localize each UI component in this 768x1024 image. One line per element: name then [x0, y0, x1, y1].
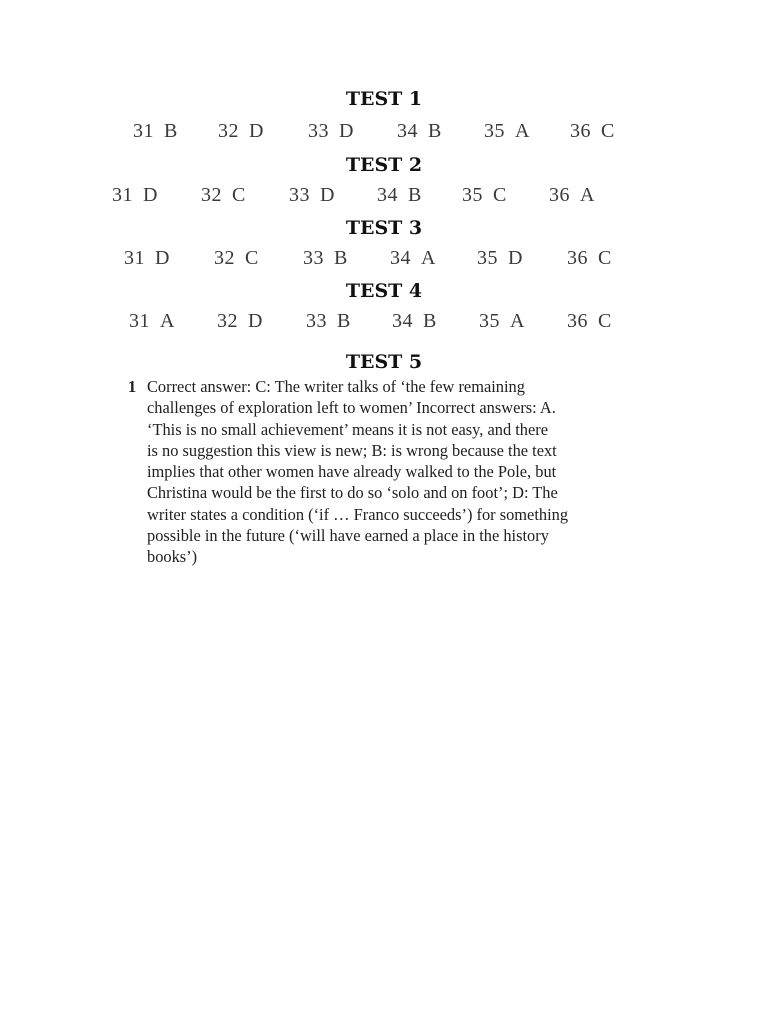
- answer-item: [570, 119, 615, 143]
- answer-letter: B: [408, 184, 422, 206]
- explanation-line: Christina would be the first to do so ‘solo and on foot’; D: The: [147, 483, 558, 503]
- answer-item: [289, 183, 335, 207]
- explanation-line: implies that other women have already walked to the Pole, but: [147, 462, 557, 482]
- explanation-line: books’): [147, 547, 198, 567]
- answer-item: [549, 183, 595, 207]
- answer-letter: A: [421, 247, 436, 269]
- answer-number: 31: [133, 120, 154, 142]
- answer-number: 36: [549, 184, 570, 206]
- answer-item: [567, 246, 612, 270]
- answer-item: [214, 246, 259, 270]
- answer-number: 33: [289, 184, 310, 206]
- test-5-explanation: [128, 376, 638, 568]
- answer-number: 34: [390, 247, 411, 269]
- answer-item: [308, 119, 354, 143]
- answer-letter: B: [164, 120, 178, 142]
- question-number: 1: [128, 377, 137, 396]
- answer-number: 34: [392, 310, 413, 332]
- answer-letter: B: [423, 310, 437, 332]
- answer-number: 32: [214, 247, 235, 269]
- answer-number: 32: [201, 184, 222, 206]
- answer-letter: A: [580, 184, 595, 206]
- answer-letter: C: [598, 310, 612, 332]
- test-3-heading: TEST 3: [345, 217, 423, 239]
- answer-number: 35: [477, 247, 498, 269]
- test-4-heading: TEST 4: [345, 280, 423, 302]
- answer-number: 36: [567, 310, 588, 332]
- answer-letter: A: [515, 120, 530, 142]
- answer-item: [484, 119, 530, 143]
- answer-letter: C: [245, 247, 259, 269]
- answer-letter: D: [320, 184, 335, 206]
- answer-letter: C: [598, 247, 612, 269]
- answer-item: [303, 246, 348, 270]
- answer-number: 32: [218, 120, 239, 142]
- answer-letter: C: [601, 120, 615, 142]
- answer-letter: C: [493, 184, 507, 206]
- explanation-line: possible in the future (‘will have earned a place in the history: [147, 526, 549, 546]
- answer-number: 34: [397, 120, 418, 142]
- answer-item: [377, 183, 422, 207]
- answer-item: [201, 183, 246, 207]
- answer-letter: A: [160, 310, 175, 332]
- answer-item: [218, 119, 264, 143]
- explanation-line: writer states a condition (‘if … Franco succeeds’) for something: [147, 504, 569, 524]
- answer-number: 33: [306, 310, 327, 332]
- answer-letter: D: [155, 247, 170, 269]
- test-1-heading: TEST 1: [345, 88, 423, 110]
- answer-number: 33: [308, 120, 329, 142]
- answer-number: 32: [217, 310, 238, 332]
- answer-item: [217, 309, 263, 333]
- answer-item: [397, 119, 442, 143]
- answer-item: [133, 119, 178, 143]
- answer-item: [124, 246, 170, 270]
- answer-number: 31: [129, 310, 150, 332]
- answer-item: [306, 309, 351, 333]
- answer-letter: D: [249, 120, 264, 142]
- answer-letter: D: [508, 247, 523, 269]
- answer-letter: C: [232, 184, 246, 206]
- answer-item: [112, 183, 158, 207]
- explanation-line: is no suggestion this view is new; B: is wrong because the text: [147, 440, 557, 460]
- answer-letter: B: [337, 310, 351, 332]
- answer-item: [567, 309, 612, 333]
- explanation-line: ‘This is no small achievement’ means it is not easy, and there: [147, 419, 549, 439]
- answer-item: [477, 246, 523, 270]
- answer-item: [479, 309, 525, 333]
- answer-item: [462, 183, 507, 207]
- answer-number: 35: [479, 310, 500, 332]
- answer-letter: D: [143, 184, 158, 206]
- explanation-line: Correct answer: C: The writer talks of ‘the few remaining: [147, 377, 525, 396]
- answer-number: 31: [112, 184, 133, 206]
- answer-item: [129, 309, 175, 333]
- answer-number: 36: [567, 247, 588, 269]
- answer-letter: D: [248, 310, 263, 332]
- answer-item: [392, 309, 437, 333]
- answer-number: 33: [303, 247, 324, 269]
- answer-letter: B: [334, 247, 348, 269]
- answer-letter: B: [428, 120, 442, 142]
- answer-number: 35: [484, 120, 505, 142]
- explanation-line: challenges of exploration left to women’ Incorrect answers: A.: [147, 398, 556, 418]
- answer-letter: D: [339, 120, 354, 142]
- answer-number: 34: [377, 184, 398, 206]
- test-2-heading: TEST 2: [345, 154, 423, 176]
- test-5-heading: TEST 5: [345, 351, 423, 373]
- answer-number: 31: [124, 247, 145, 269]
- answer-letter: A: [510, 310, 525, 332]
- answer-item: [390, 246, 436, 270]
- answer-number: 36: [570, 120, 591, 142]
- answer-number: 35: [462, 184, 483, 206]
